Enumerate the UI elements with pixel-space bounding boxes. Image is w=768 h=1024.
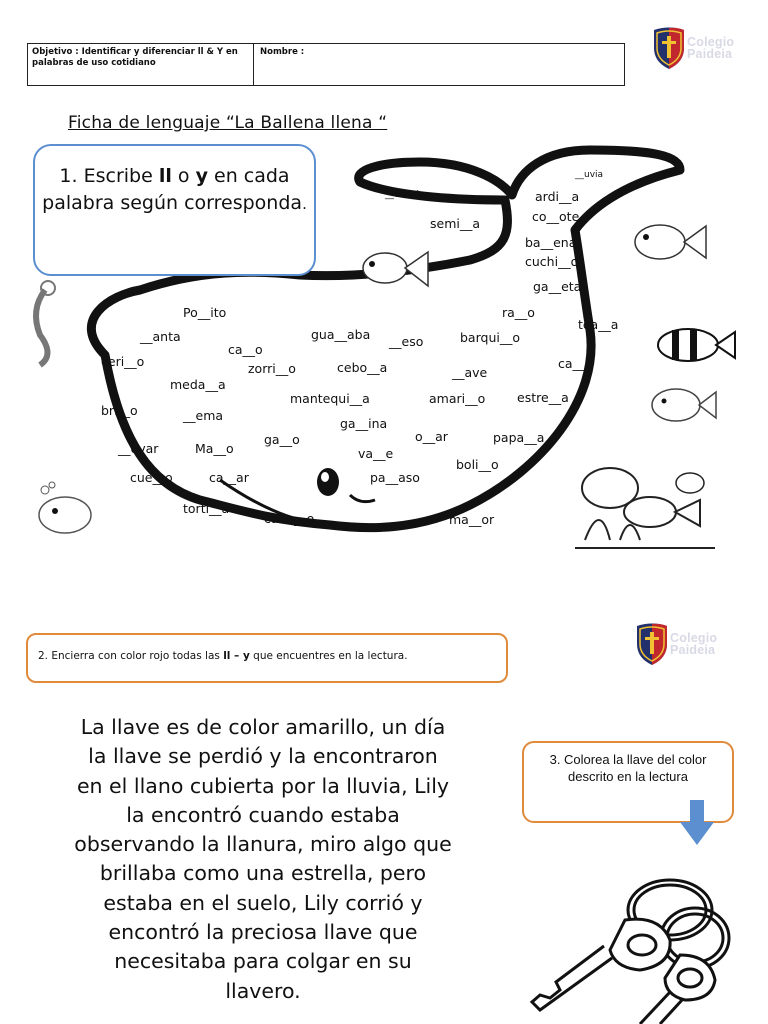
word-label: ca__ar [209, 470, 249, 485]
word-label: ga__ina [340, 416, 388, 431]
word-label: zorri__o [248, 361, 296, 376]
word-label: __eso [389, 334, 424, 349]
instruction-1-period: . [302, 195, 307, 213]
reading-line: llavero. [225, 978, 301, 1003]
fish-icon [652, 389, 716, 421]
logo-text-2: Paideia [687, 47, 733, 61]
word-label: ra__o [502, 305, 535, 320]
word-label: boli__o [456, 457, 499, 472]
instruction-2-part1: 2. Encierra con color rojo todas las [38, 650, 224, 662]
reading-line: observando la llanura, miro algo que [74, 832, 452, 857]
seahorse-icon [36, 281, 55, 365]
reading-line: la llave se perdió y la encontraron [88, 744, 438, 769]
reading-line: la encontró cuando estaba [126, 802, 400, 827]
reading-line: necesitaba para colgar en su [114, 949, 412, 974]
instruction-3-box: 3. Colorea la llave del color descrito en la lectura [522, 741, 734, 823]
school-logo [652, 26, 752, 74]
word-label: cebo__a [337, 360, 388, 375]
instruction-1-y: y [195, 165, 208, 187]
objetivo-text: Objetivo : Identificar y diferenciar ll & Y en palabras de uso cotidiano [28, 44, 254, 85]
word-label: semi__a [430, 216, 481, 231]
word-label: Po__ito [183, 305, 227, 320]
word-label: toa__a [578, 317, 619, 332]
word-label: ba__ena [525, 235, 577, 250]
word-label: barqui__o [460, 330, 520, 345]
word-label: Ma__o [195, 441, 234, 456]
word-label: __ave [452, 365, 488, 380]
fish-bowl-icon [39, 482, 91, 533]
instruction-1-box [33, 144, 316, 276]
instruction-1-ll: ll [158, 165, 172, 187]
fish-icon [635, 225, 706, 259]
word-label: mantequi__a [290, 391, 370, 406]
logo-text-1: Colegio [670, 631, 718, 645]
reading-line: en el llano cubierta por la lluvia, Lily [76, 773, 450, 798]
shield-icon [635, 622, 669, 666]
word-label: ga__eta [533, 279, 582, 294]
word-label: ma__or [449, 512, 495, 527]
instruction-1-part1: 1. Escribe [59, 165, 159, 187]
word-label: torti__a [183, 501, 230, 516]
word-label: cuchi__o [525, 254, 579, 269]
word-label: o__ar [415, 429, 448, 444]
word-label: __uvia [575, 170, 604, 180]
logo-text-1: Colegio [687, 35, 735, 49]
shield-icon [652, 26, 686, 70]
word-label: pa__aso [370, 470, 420, 485]
word-label: papa__a [493, 430, 545, 445]
reading-line: La llave es de color amarillo, un día [80, 715, 446, 739]
logo-text-2: Paideia [670, 643, 716, 657]
school-logo-2 [635, 622, 735, 670]
word-label: va__e [358, 446, 394, 461]
word-label: amari__o [429, 391, 486, 406]
word-label: caba__o [264, 511, 315, 526]
striped-fish-icon [658, 329, 735, 361]
word-label: estre__a [517, 390, 569, 405]
word-label: meda__a [170, 377, 226, 392]
word-label: __evar [118, 441, 159, 456]
word-label: ga__o [264, 432, 300, 447]
word-label: gua__aba [311, 327, 371, 342]
word-label: __ema [183, 408, 224, 423]
word-label: co__ote [532, 209, 580, 224]
keys-illustration [520, 860, 750, 1024]
word-label: ardi__a [535, 189, 580, 204]
instruction-2-part2: que encuentres en la lectura. [249, 650, 408, 662]
nombre-label: Nombre : [260, 47, 305, 57]
header-table [27, 43, 625, 86]
arrow-down-icon [680, 800, 714, 846]
word-label: __olanda [385, 190, 425, 200]
instruction-2-box [26, 633, 508, 683]
fish-group-icon [575, 468, 715, 548]
reading-line: estaba en el suelo, Lily corrió y [103, 890, 423, 915]
word-label: ca__e [558, 356, 593, 371]
instruction-1-part3: en cada palabra según corresponda [42, 165, 303, 214]
reading-line: brillaba como una estrella, pero [99, 861, 427, 886]
word-label: cue__o [130, 470, 173, 485]
instruction-2-bold: ll – y [223, 650, 250, 662]
word-label: ca__o [228, 342, 263, 357]
reading-line: encontró la preciosa llave que [108, 920, 418, 945]
instruction-1-part2: o [171, 165, 196, 187]
word-label: __anta [140, 329, 181, 344]
word-label: ceri__o [101, 354, 145, 369]
worksheet-title: Ficha de lenguaje “La Ballena llena “ [68, 113, 388, 133]
reading-text [28, 713, 498, 1006]
word-label: bri__o [101, 403, 138, 418]
